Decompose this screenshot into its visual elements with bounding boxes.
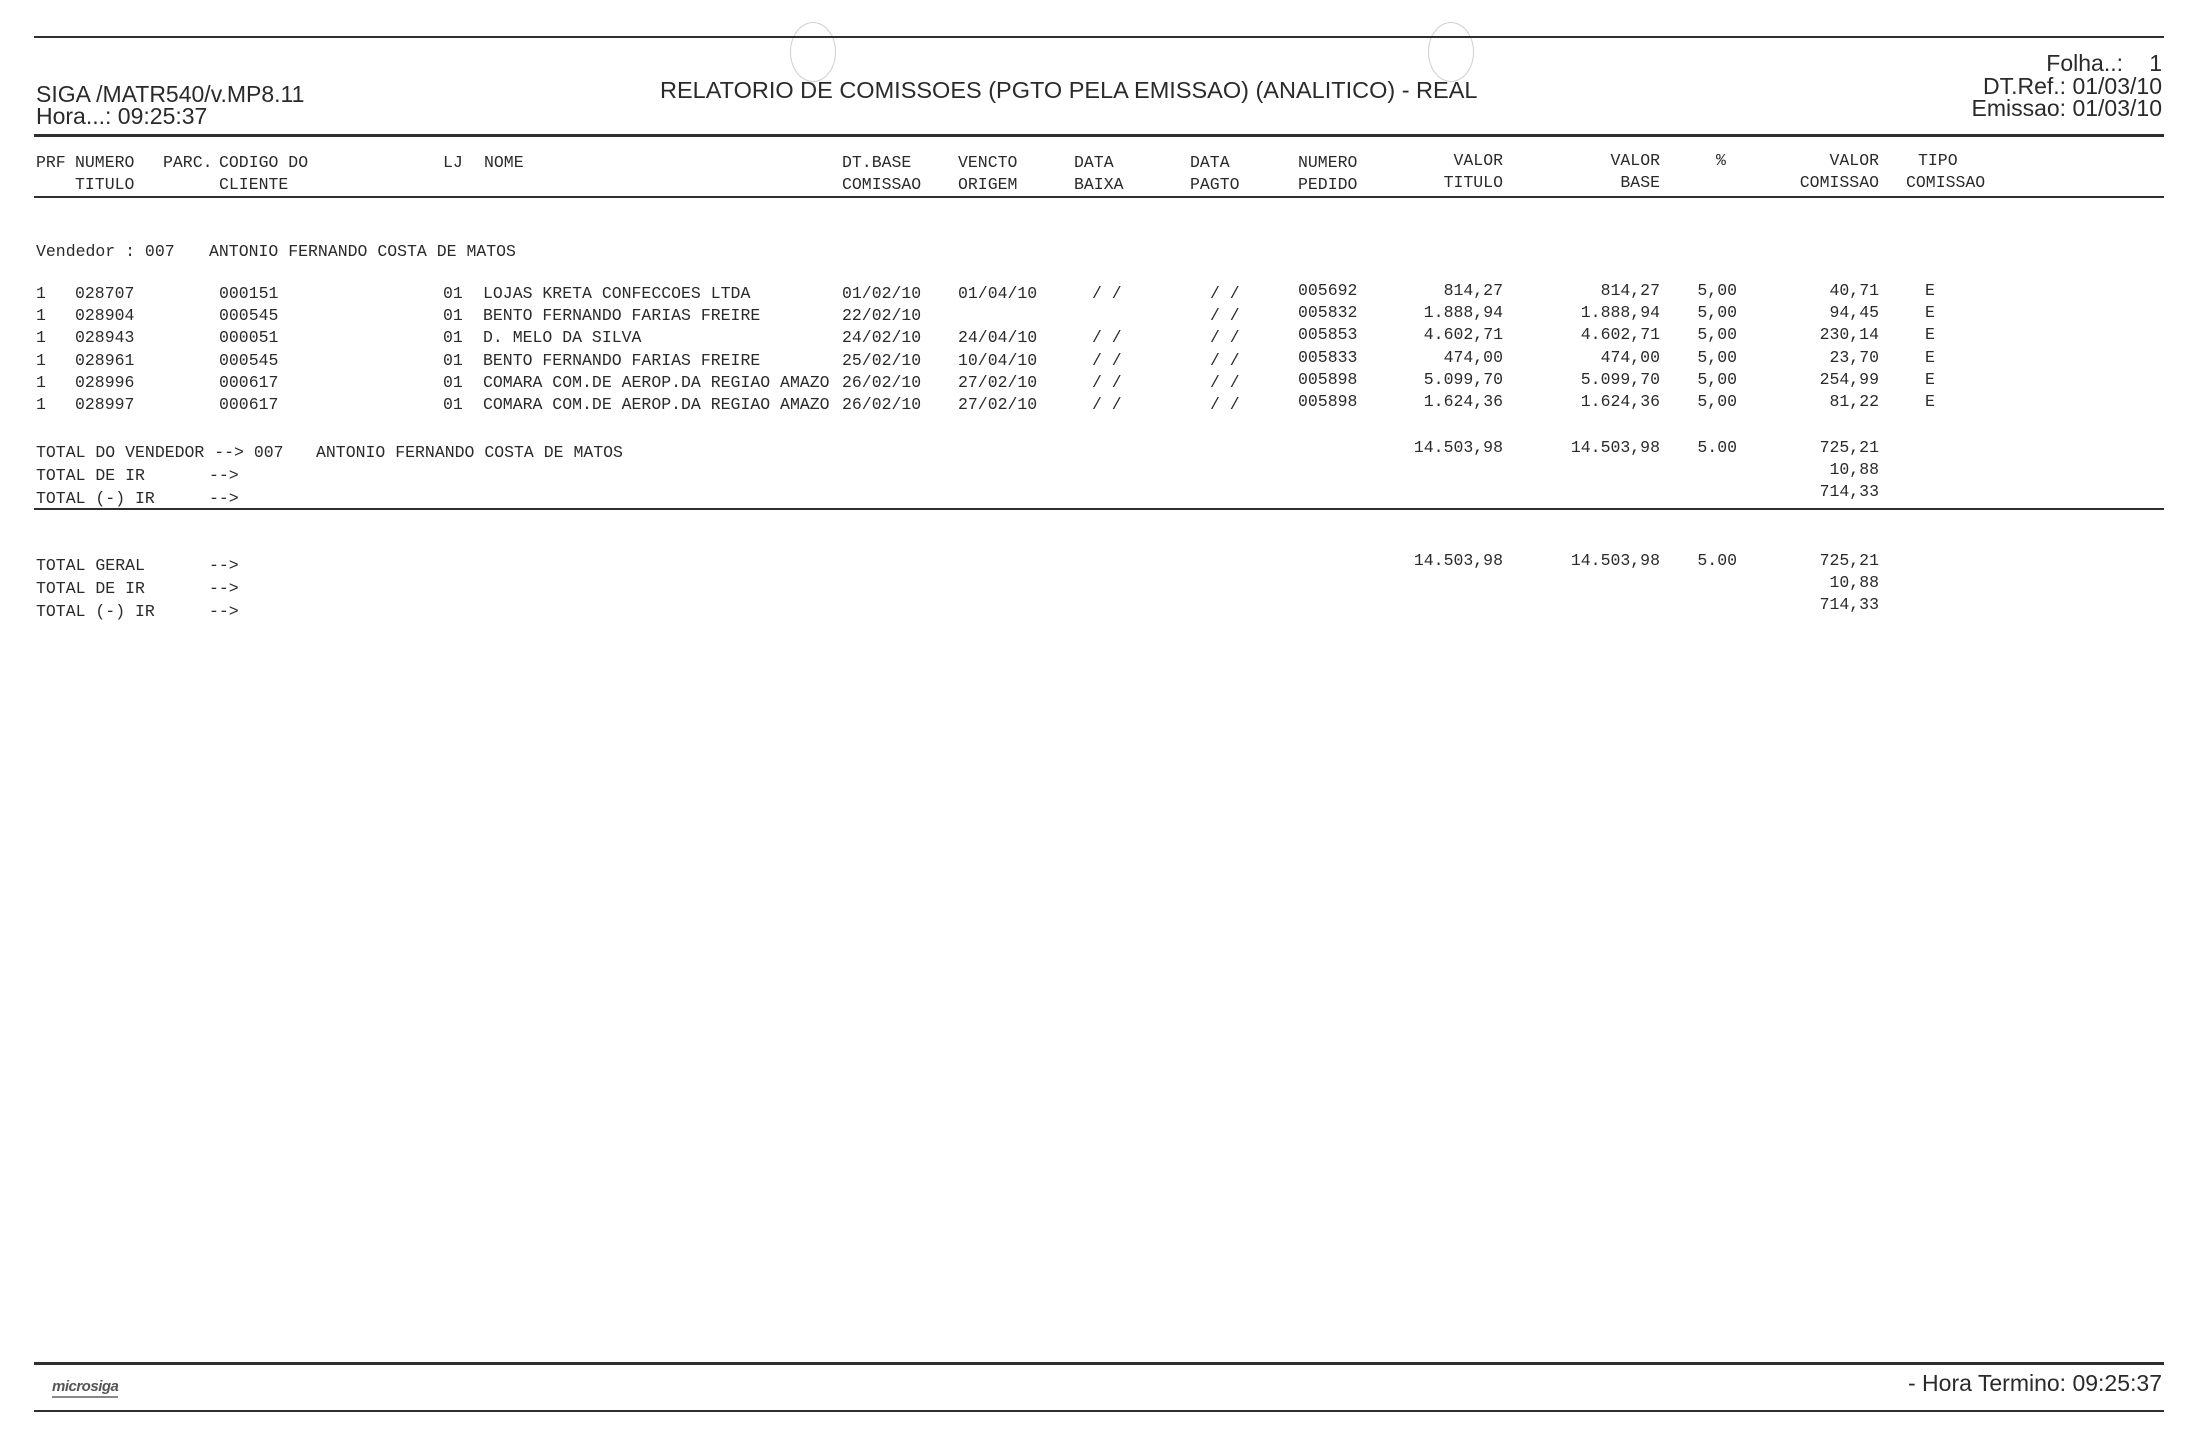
cell-prf: 1 [36,284,46,303]
grand-ir-value: 10,88 [1829,573,1879,592]
cell-dt-base: 26/02/10 [842,372,922,392]
cell-data-pagto: / / [1210,350,1240,370]
cell-comissao: 81,22 [1829,392,1879,411]
cell-nome: COMARA COM.DE AEROP.DA REGIAO AMAZO [483,395,830,414]
col-numero-1: NUMERO [75,153,135,172]
cell-valor-base: 474,00 [1600,347,1660,367]
col-vcomissao-1: VALOR [1829,151,1879,170]
col-vbase-2: BASE [1620,173,1660,192]
cell-numero: 028996 [75,372,135,392]
cell-codigo: 000617 [219,395,279,414]
col-codigo-1: CODIGO DO [219,153,309,172]
cell-data-pagto: / / [1210,395,1240,414]
footer-top-rule [34,1362,2164,1365]
cell-pct: 5,00 [1697,325,1737,345]
col-dtbase-1: DT.BASE [842,153,912,172]
cell-valor-titulo: 4.602,71 [1423,325,1503,345]
cell-nome: BENTO FERNANDO FARIAS FREIRE [483,306,761,326]
cell-lj: 01 [443,395,463,414]
seller-total-vbase: 14.503,98 [1570,438,1660,457]
column-header-rule [34,196,2164,198]
grand-net-label: TOTAL (-) IR [36,602,155,621]
cell-prf: 1 [36,350,46,370]
cell-pct: 5,00 [1697,392,1737,411]
cell-prf: 1 [36,306,46,326]
cell-lj: 01 [443,350,463,370]
cell-dt-base: 25/02/10 [842,350,922,370]
grand-total-arrow: --> [209,556,239,575]
seller-total-name: ANTONIO FERNANDO COSTA DE MATOS [316,443,623,462]
grand-total-label: TOTAL GERAL [36,556,145,575]
cell-data-baixa: / / [1092,328,1122,348]
cell-valor-titulo: 474,00 [1443,347,1503,367]
seller-ir-label: TOTAL DE IR [36,466,145,485]
cell-numero: 028943 [75,328,135,348]
cell-nome: COMARA COM.DE AEROP.DA REGIAO AMAZO [483,372,830,392]
cell-pedido: 005898 [1298,369,1358,389]
cell-pedido: 005898 [1298,392,1358,411]
cell-numero: 028904 [75,306,135,326]
cell-pedido: 005692 [1298,281,1358,300]
sheet-number: 1 [2149,50,2162,76]
col-vtitulo-2: TITULO [1443,173,1503,192]
seller-total-comissao: 725,21 [1819,438,1879,457]
cell-pedido: 005853 [1298,325,1358,345]
col-numero-2: TITULO [75,175,135,194]
cell-valor-base: 1.624,36 [1580,392,1660,411]
seller-total-pct: 5.00 [1697,438,1737,457]
cell-data-baixa: / / [1092,284,1122,303]
cell-vencto: 27/02/10 [958,372,1038,392]
footer-bottom-rule [34,1410,2164,1412]
report-time: Hora...: 09:25:37 [36,103,208,129]
cell-prf: 1 [36,395,46,414]
cell-nome: LOJAS KRETA CONFECCOES LTDA [483,284,751,303]
col-baixa-1: DATA [1074,153,1114,172]
cell-prf: 1 [36,372,46,392]
cell-comissao: 254,99 [1819,369,1879,389]
cell-pct: 5,00 [1697,369,1737,389]
cell-tipo: E [1925,281,1935,300]
col-tipo-2: COMISSAO [1906,173,1986,192]
cell-lj: 01 [443,372,463,392]
seller-ir-arrow: --> [209,466,239,485]
cell-lj: 01 [443,328,463,348]
punch-hole [1428,22,1474,82]
col-vencto-1: VENCTO [958,153,1018,172]
cell-data-pagto: / / [1210,328,1240,348]
cell-valor-base: 814,27 [1600,281,1660,300]
cell-comissao: 94,45 [1829,303,1879,323]
cell-data-baixa: / / [1092,372,1122,392]
cell-lj: 01 [443,284,463,303]
cell-nome: D. MELO DA SILVA [483,328,642,348]
col-parc: PARC. [163,153,213,172]
cell-nome: BENTO FERNANDO FARIAS FREIRE [483,350,761,370]
seller-name: ANTONIO FERNANDO COSTA DE MATOS [209,242,516,261]
cell-pct: 5,00 [1697,347,1737,367]
cell-data-baixa: / / [1092,350,1122,370]
cell-dt-base: 24/02/10 [842,328,922,348]
cell-tipo: E [1925,369,1935,389]
cell-vencto: 10/04/10 [958,350,1038,370]
col-pagto-1: DATA [1190,153,1230,172]
system-id: SIGA /MATR540/v.MP8.11 [36,81,305,107]
col-prf: PRF [36,153,66,172]
seller-net-arrow: --> [209,489,239,508]
col-nome: NOME [484,153,524,172]
col-codigo-2: CLIENTE [219,175,289,194]
end-time: - Hora Termino: 09:25:37 [1908,1370,2162,1396]
cell-data-pagto: / / [1210,372,1240,392]
cell-data-pagto: / / [1210,306,1240,326]
cell-numero: 028997 [75,395,135,414]
seller-total-vtitulo: 14.503,98 [1413,438,1503,457]
cell-codigo: 000051 [219,328,279,348]
cell-tipo: E [1925,392,1935,411]
col-dtbase-2: COMISSAO [842,175,922,194]
cell-numero: 028961 [75,350,135,370]
cell-pedido: 005833 [1298,347,1358,367]
col-lj: LJ [443,153,463,172]
sheet-label: Folha..: [2046,50,2123,76]
cell-numero: 028707 [75,284,135,303]
grand-total-comissao: 725,21 [1819,551,1879,570]
cell-lj: 01 [443,306,463,326]
seller-ir-value: 10,88 [1829,460,1879,479]
issue-date: Emissao: 01/03/10 [1971,95,2162,121]
col-pedido-2: PEDIDO [1298,175,1358,194]
cell-codigo: 000151 [219,284,279,303]
grand-net-arrow: --> [209,602,239,621]
grand-net-value: 714,33 [1819,595,1879,614]
cell-dt-base: 26/02/10 [842,395,922,414]
col-vtitulo-1: VALOR [1453,151,1503,170]
seller-total-label: TOTAL DO VENDEDOR --> 007 [36,443,284,462]
col-vcomissao-2: COMISSAO [1799,173,1879,192]
microsiga-logo: microsiga [52,1378,119,1395]
seller-net-value: 714,33 [1819,482,1879,501]
cell-vencto: 24/04/10 [958,328,1038,348]
cell-prf: 1 [36,328,46,348]
cell-comissao: 230,14 [1819,325,1879,345]
seller-net-label: TOTAL (-) IR [36,489,155,508]
cell-pedido: 005832 [1298,303,1358,323]
cell-data-baixa: / / [1092,395,1122,414]
cell-pct: 5,00 [1697,281,1737,300]
cell-valor-base: 5.099,70 [1580,369,1660,389]
grand-total-pct: 5.00 [1697,551,1737,570]
cell-tipo: E [1925,347,1935,367]
cell-codigo: 000545 [219,350,279,370]
cell-valor-base: 1.888,94 [1580,303,1660,323]
cell-codigo: 000617 [219,372,279,392]
grand-ir-label: TOTAL DE IR [36,579,145,598]
cell-valor-base: 4.602,71 [1580,325,1660,345]
punch-hole [790,22,836,82]
grand-total-vbase: 14.503,98 [1570,551,1660,570]
seller-label: Vendedor : 007 [36,242,175,261]
cell-vencto: 27/02/10 [958,395,1038,414]
col-vencto-2: ORIGEM [958,175,1018,194]
cell-codigo: 000545 [219,306,279,326]
col-pedido-1: NUMERO [1298,153,1358,172]
cell-data-pagto: / / [1210,284,1240,303]
cell-comissao: 40,71 [1829,281,1879,300]
col-pct: % [1716,151,1726,170]
cell-valor-titulo: 5.099,70 [1423,369,1503,389]
cell-vencto: 01/04/10 [958,284,1038,303]
cell-comissao: 23,70 [1829,347,1879,367]
cell-tipo: E [1925,325,1935,345]
col-vbase-1: VALOR [1610,151,1660,170]
report-title: RELATORIO DE COMISSOES (PGTO PELA EMISSAO) (ANALITICO) - REAL [660,77,1478,103]
grand-ir-arrow: --> [209,579,239,598]
ref-date: DT.Ref.: 01/03/10 [1983,73,2162,99]
col-pagto-2: PAGTO [1190,175,1240,194]
logo-underline [52,1396,118,1398]
grand-total-vtitulo: 14.503,98 [1413,551,1503,570]
cell-valor-titulo: 1.624,36 [1423,392,1503,411]
cell-pct: 5,00 [1697,303,1737,323]
cell-valor-titulo: 814,27 [1443,281,1503,300]
totals-rule [34,508,2164,510]
header-rule [34,134,2164,137]
cell-dt-base: 01/02/10 [842,284,922,303]
col-tipo-1: TIPO [1918,151,1958,170]
cell-dt-base: 22/02/10 [842,306,922,326]
cell-valor-titulo: 1.888,94 [1423,303,1503,323]
cell-tipo: E [1925,303,1935,323]
col-baixa-2: BAIXA [1074,175,1124,194]
top-rule [34,36,2164,38]
